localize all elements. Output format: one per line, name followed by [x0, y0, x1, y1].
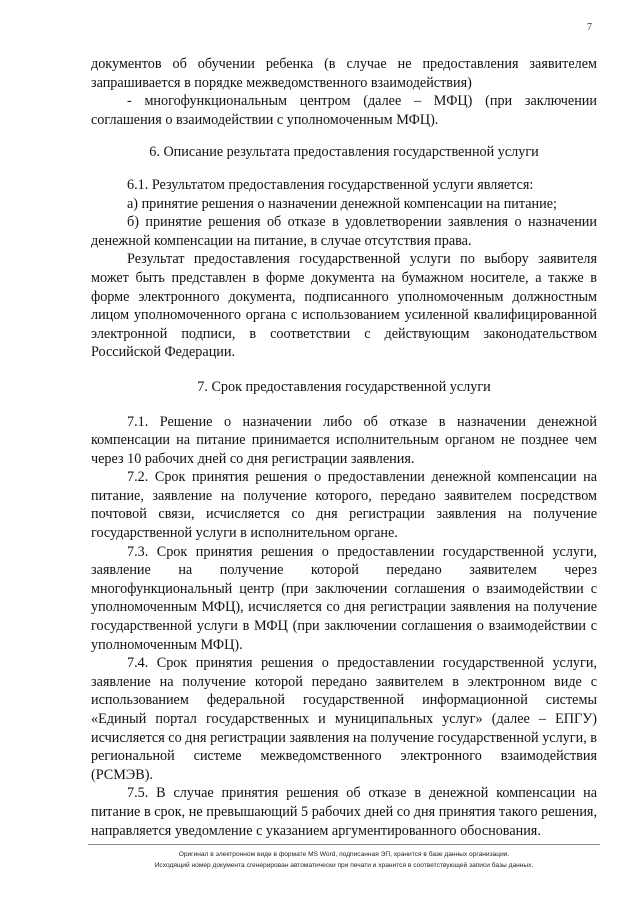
section-heading-7: 7. Срок предоставления государственной услуги — [197, 378, 491, 395]
paragraph: - многофункциональным центром (далее – МФЦ) (при заключении соглашения о взаимодействии с уполномоченным МФЦ). — [91, 93, 597, 128]
paragraph: 7.2. Срок принятия решения о предоставлении денежной компенсации на питание, заявление на получение которого, передано заявителем посредством почтовой связи, исчисляется со дня регистрации заявления на получение государственной услуги в исполнительном органе. — [91, 469, 597, 542]
paragraph: 7.1. Решение о назначении либо об отказе в назначении денежной компенсации на питание принимается исполнительным органом не позднее чем через 10 рабочих дней со дня регистрации заявления. — [91, 413, 597, 467]
page-number: 7 — [587, 22, 592, 33]
page-footer — [88, 844, 600, 871]
footer-line: Исходящий номер документа сгенерирован автоматически при печати и хранится в соответствующей записи базы данных. — [154, 862, 534, 869]
list-item: а) принятие решения о назначении денежной компенсации на питание; — [127, 195, 557, 212]
footer-line: Оригинал в электронном виде в формате MS Word, подписанная ЭП, хранится в базе данных организации. — [178, 851, 510, 858]
section-heading-6: 6. Описание результата предоставления государственной услуги — [149, 144, 539, 161]
document-body — [91, 55, 597, 840]
paragraph: документов об обучении ребенка (в случае не предоставления заявителем запрашивается в порядке межведомственного взаимодействия) — [91, 56, 597, 91]
list-item: б) принятие решения об отказе в удовлетворении заявления о назначении денежной компенсации на питание, в случае отсутствия права. — [91, 214, 597, 249]
paragraph: 6.1. Результатом предоставления государственной услуги является: — [127, 176, 534, 193]
paragraph: 7.3. Срок принятия решения о предоставлении государственной услуги, заявление на получение которой передано заявителем через многофункциональный центр (при заключении соглашения о взаимодействии с уполномоченным МФЦ), исчисляется со дня регистрации заявления на получение государственной услуги в МФЦ (при заключении соглашения о взаимодействии с уполномоченным МФЦ). — [91, 543, 597, 653]
paragraph: 7.5. В случае принятия решения об отказе в денежной компенсации на питание в срок, не превышающий 5 рабочих дней со дня принятия такого решения, направляется уведомление с указанием аргументированного обоснования. — [91, 785, 597, 839]
paragraph: Результат предоставления государственной услуги по выбору заявителя может быть представлен в форме документа на бумажном носителе, а также в форме электронного документа, подписанного уполномоченным должностным лицом уполномоченного органа с использованием усиленной квалифицированной электронной подписи, в соответствии с действующим законодательством Российской Федерации. — [91, 251, 597, 361]
paragraph: 7.4. Срок принятия решения о предоставлении государственной услуги, заявление на получение которой передано заявителем в электронном виде с использованием федеральной государственной информационной системы «Единый портал государственных и муниципальных услуг» (далее – ЕПГУ) исчисляется со дня регистрации заявления на получение государственной услуги, в региональной системе межведомственного электронного взаимодействия (РСМЭВ). — [91, 655, 597, 783]
